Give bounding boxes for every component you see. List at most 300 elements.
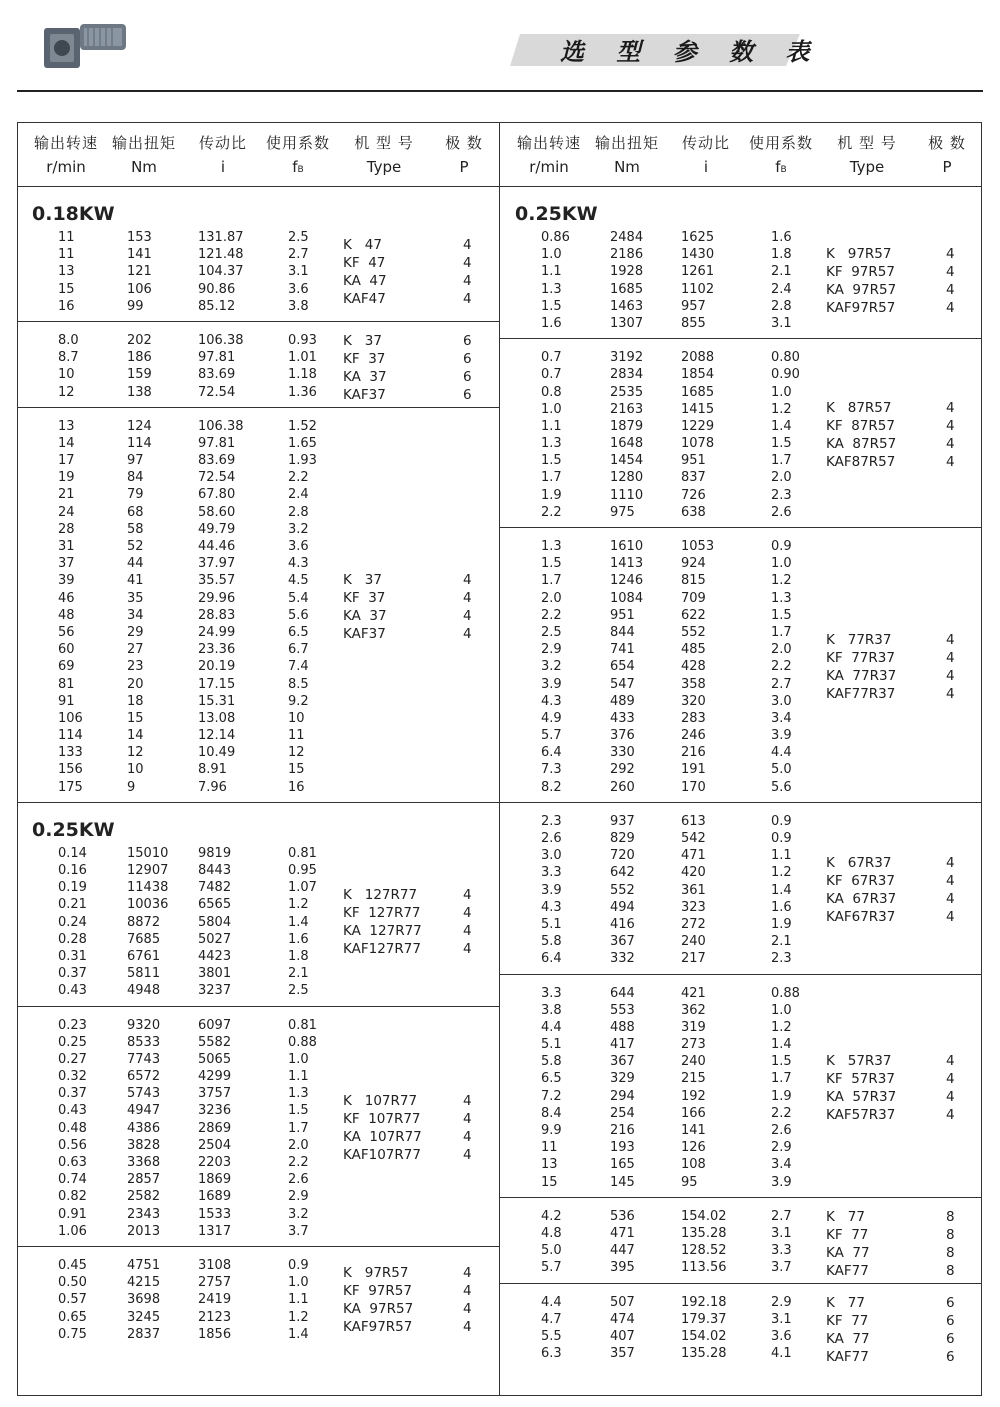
ratio-cell: 2757 [198,1275,232,1291]
torque-cell: 741 [610,642,635,658]
ratio-cell: 1625 [681,230,715,245]
ratio-cell: 5582 [198,1034,232,1050]
table-row [500,985,982,1002]
factor-cell: 1.4 [771,418,792,434]
ratio-cell: 44.46 [198,539,236,554]
ratio-cell: 726 [681,487,706,503]
ratio-cell: 37.97 [198,556,236,572]
speed-cell: 4.4 [541,1019,562,1035]
torque-cell: 15010 [127,845,169,861]
model-type: K 57R37 [826,1052,892,1069]
ratio-cell: 855 [681,315,706,331]
torque-cell: 11438 [127,880,169,896]
torque-cell: 654 [610,659,635,675]
torque-cell: 153 [127,230,152,245]
model-type: K 127R77 [343,887,418,904]
ratio-cell: 90.86 [198,281,236,297]
torque-cell: 9 [127,779,136,795]
torque-cell: 357 [610,1346,635,1362]
speed-cell: 0.19 [58,880,87,896]
speed-cell: 0.48 [58,1120,87,1136]
speed-cell: 0.63 [58,1155,87,1170]
ratio-cell: 1854 [681,367,715,383]
speed-cell: 2.5 [541,624,562,640]
column-header-unit: Nm [614,158,640,176]
model-type: KAF57R37 [826,1106,896,1123]
pole-count: 4 [463,1282,472,1299]
model-row [17,254,499,272]
factor-cell: 1.6 [771,230,792,245]
data-block [500,1284,982,1369]
ratio-cell: 7482 [198,880,232,896]
model-group [500,1294,982,1366]
speed-cell: 46 [58,590,75,606]
ratio-cell: 3801 [198,966,232,982]
pole-count: 4 [946,263,955,280]
ratio-cell: 542 [681,831,706,846]
data-block [17,408,499,803]
torque-cell: 97 [127,453,144,469]
speed-cell: 1.1 [541,264,562,280]
table-row [500,1019,982,1036]
speed-cell: 0.14 [58,845,87,861]
table-row [17,1223,499,1240]
factor-cell: 0.90 [771,367,800,383]
factor-cell: 0.95 [288,863,317,878]
factor-cell: 1.2 [771,401,792,417]
torque-cell: 8872 [127,914,161,930]
speed-cell: 156 [58,762,83,778]
speed-cell: 7.2 [541,1088,562,1104]
column-header-unit: P [942,158,952,176]
speed-cell: 3.0 [541,848,562,864]
torque-cell: 1307 [610,315,644,331]
table-row [500,710,982,727]
table-row [500,469,982,486]
factor-cell: 0.9 [771,813,792,829]
pole-count: 4 [463,237,472,253]
torque-cell: 216 [610,1123,635,1138]
column-header-cn: 使用系数 [265,134,330,152]
column-header-unit: i [703,158,709,176]
speed-cell: 1.0 [541,247,562,263]
factor-cell: 4.5 [288,573,309,589]
speed-cell: 4.2 [541,1208,562,1224]
factor-cell: 2.1 [771,934,792,950]
ratio-cell: 283 [681,710,706,726]
factor-cell: 0.9 [771,831,792,846]
speed-cell: 13 [58,264,75,280]
model-type: KF 77R37 [826,650,895,666]
factor-cell: 2.3 [771,487,792,503]
speed-cell: 28 [58,521,75,537]
model-group [500,1208,982,1280]
ratio-cell: 709 [681,590,706,606]
factor-cell: 1.0 [771,1002,792,1018]
speed-cell: 6.5 [541,1071,562,1087]
factor-cell: 2.7 [771,1208,792,1224]
torque-cell: 10036 [127,897,169,913]
model-row [17,1282,499,1300]
model-row [17,290,499,308]
factor-cell: 3.7 [288,1223,309,1239]
model-type: KF 67R37 [826,873,895,890]
ratio-cell: 126 [681,1140,706,1156]
table-row [500,555,982,572]
speed-cell: 0.23 [58,1017,87,1033]
pole-count: 6 [463,332,472,349]
torque-cell: 3192 [610,350,644,366]
model-group [500,399,982,471]
torque-cell: 18 [127,693,144,709]
factor-cell: 1.3 [771,590,792,606]
torque-cell: 829 [610,831,635,846]
factor-cell: 2.9 [771,1140,792,1156]
factor-cell: 1.1 [288,1292,309,1308]
model-row [500,667,982,685]
model-type: K 47 [343,237,382,253]
factor-cell: 0.88 [771,985,800,1001]
table-row [500,727,982,744]
factor-cell: 3.2 [288,521,309,537]
torque-cell: 2857 [127,1172,161,1188]
row-group [500,349,982,521]
column-header-unit: i [220,158,226,176]
pole-count: 4 [463,571,472,588]
speed-cell: 0.50 [58,1275,87,1291]
table-row [500,572,982,589]
factor-cell: 1.4 [288,914,309,930]
model-type: KAF77R37 [826,686,896,702]
table-row [17,555,499,572]
ratio-cell: 1856 [198,1326,232,1342]
torque-cell: 417 [610,1037,635,1053]
model-type: KA 77R37 [826,668,897,684]
speed-cell: 3.8 [541,1002,562,1018]
ratio-cell: 2088 [681,350,715,366]
table-row [500,1002,982,1019]
left-table [17,122,499,1349]
factor-cell: 3.7 [771,1260,792,1276]
factor-cell: 3.1 [288,264,309,280]
speed-cell: 1.5 [541,453,562,469]
speed-cell: 1.7 [541,573,562,589]
table-row [500,366,982,383]
torque-cell: 3698 [127,1292,161,1308]
column-header-cn: 输出扭矩 [594,134,659,152]
model-row [17,1092,499,1110]
power-section-title: 0.25KW [32,818,115,841]
model-row [500,1088,982,1106]
ratio-cell: 12.14 [198,728,236,744]
model-type: KAF97R57 [826,299,896,316]
table-row [17,710,499,727]
torque-cell: 642 [610,865,635,881]
ratio-cell: 106.38 [198,418,244,434]
speed-cell: 2.2 [541,504,562,520]
speed-cell: 0.91 [58,1206,87,1222]
torque-cell: 433 [610,710,635,726]
speed-cell: 3.3 [541,985,562,1001]
speed-cell: 11 [58,230,75,245]
speed-cell: 0.24 [58,914,87,930]
torque-cell: 937 [610,813,635,829]
table-row [17,641,499,658]
ratio-cell: 216 [681,745,706,761]
torque-cell: 34 [127,607,144,623]
model-group [500,631,982,703]
torque-cell: 2834 [610,367,644,383]
factor-cell: 3.1 [771,1225,792,1241]
model-row [17,625,499,643]
factor-cell: 2.6 [288,1172,309,1188]
torque-cell: 416 [610,916,635,932]
torque-cell: 332 [610,951,635,967]
ratio-cell: 135.28 [681,1225,727,1241]
ratio-cell: 951 [681,453,706,469]
table-row [500,504,982,521]
column-header [500,122,982,187]
model-type: KA 127R77 [343,923,422,940]
column-header-cn: 极 数 [445,134,483,152]
ratio-cell: 957 [681,298,706,314]
column-header [17,122,499,187]
ratio-cell: 20.19 [198,659,236,675]
table-row [17,486,499,503]
speed-cell: 21 [58,487,75,503]
factor-cell: 1.9 [771,916,792,932]
model-type: KF 77 [826,1312,869,1329]
table-row [500,538,982,555]
ratio-cell: 1533 [198,1206,232,1222]
factor-cell: 10 [288,710,305,726]
model-row [500,1070,982,1088]
torque-cell: 254 [610,1105,635,1121]
ratio-cell: 217 [681,951,706,967]
speed-cell: 15 [541,1174,558,1190]
table-row [17,744,499,761]
ratio-cell: 95 [681,1174,698,1190]
torque-cell: 471 [610,1225,635,1241]
speed-cell: 4.3 [541,693,562,709]
pole-count: 4 [463,1129,472,1146]
factor-cell: 1.2 [288,1309,309,1325]
speed-cell: 0.74 [58,1172,87,1188]
data-block [500,975,982,1198]
torque-cell: 260 [610,779,635,795]
pole-count: 4 [463,905,472,922]
factor-cell: 1.1 [288,1069,309,1085]
ratio-cell: 2869 [198,1120,232,1136]
model-row [500,1312,982,1330]
factor-cell: 2.0 [771,470,792,486]
model-type: KF 37 [343,589,386,606]
pole-count: 4 [946,632,955,648]
ratio-cell: 10.49 [198,745,236,761]
torque-cell: 1413 [610,556,644,572]
ratio-cell: 320 [681,693,706,709]
torque-cell: 106 [127,281,152,297]
model-type: KF 77 [826,1226,869,1243]
model-type: KAF37 [343,386,386,403]
table-row [17,1034,499,1051]
model-type: KAF97R57 [343,1318,413,1335]
model-type: KF 47 [343,255,386,271]
factor-cell: 6.5 [288,624,309,640]
pole-count: 8 [946,1262,955,1279]
torque-cell: 367 [610,934,635,950]
model-type: K 67R37 [826,855,892,872]
model-row [17,332,499,350]
ratio-cell: 421 [681,985,706,1001]
model-type: KA 77 [826,1244,870,1261]
table-row [17,469,499,486]
data-block [500,339,982,528]
ratio-cell: 1102 [681,281,715,297]
model-row [17,350,499,368]
factor-cell: 7.4 [288,659,309,675]
torque-cell: 507 [610,1294,635,1310]
pole-count: 8 [946,1244,955,1261]
torque-cell: 2013 [127,1223,161,1239]
model-group [17,236,499,308]
speed-cell: 6.4 [541,745,562,761]
model-type: KA 57R37 [826,1088,897,1105]
torque-cell: 23 [127,659,144,675]
torque-cell: 3368 [127,1155,161,1170]
torque-cell: 10 [127,762,144,778]
torque-cell: 1648 [610,436,644,452]
ratio-cell: 362 [681,1002,706,1018]
torque-cell: 2535 [610,384,644,400]
torque-cell: 1454 [610,453,644,469]
factor-cell: 2.9 [771,1294,792,1310]
speed-cell: 0.25 [58,1034,87,1050]
column-header-cn: 输出转速 [516,134,581,152]
factor-cell: 2.9 [288,1189,309,1205]
column-header-cn: 输出转速 [33,134,98,152]
factor-cell: 1.1 [771,848,792,864]
ratio-cell: 240 [681,934,706,950]
column-header-cn: 机 型 号 [837,134,897,152]
factor-cell: 1.5 [771,1054,792,1070]
table-row [500,1156,982,1173]
torque-cell: 1610 [610,539,644,554]
torque-cell: 1463 [610,298,644,314]
model-type: KF 37 [343,350,386,367]
column-header-unit: r/min [529,158,569,176]
torque-cell: 8533 [127,1034,161,1050]
model-row [500,908,982,926]
ratio-cell: 613 [681,813,706,829]
factor-cell: 3.9 [771,728,792,744]
pole-count: 4 [946,909,955,926]
pole-count: 4 [946,686,955,702]
ratio-cell: 83.69 [198,367,236,383]
table-row [500,933,982,950]
torque-cell: 114 [127,435,152,451]
model-row [17,1146,499,1164]
speed-cell: 5.7 [541,1260,562,1276]
model-row [17,571,499,589]
factor-cell: 1.3 [288,1086,309,1102]
speed-cell: 4.4 [541,1294,562,1310]
pole-count: 4 [946,299,955,316]
model-type: KF 107R77 [343,1111,421,1128]
speed-cell: 1.3 [541,539,562,554]
factor-cell: 1.2 [288,897,309,913]
torque-cell: 844 [610,624,635,640]
ratio-cell: 113.56 [681,1260,727,1276]
factor-cell: 3.6 [288,281,309,297]
ratio-cell: 7.96 [198,779,227,795]
ratio-cell: 1685 [681,384,715,400]
factor-cell: 1.0 [288,1051,309,1067]
factor-cell: 1.9 [771,1088,792,1104]
model-row [500,1262,982,1280]
speed-cell: 16 [58,298,75,314]
model-row [500,685,982,703]
speed-cell: 2.0 [541,590,562,606]
model-type: KA 77 [826,1330,870,1347]
speed-cell: 0.7 [541,350,562,366]
speed-cell: 0.32 [58,1069,87,1085]
speed-cell: 5.8 [541,1054,562,1070]
ratio-cell: 837 [681,470,706,486]
pole-count: 4 [946,1088,955,1105]
speed-cell: 0.21 [58,897,87,913]
torque-cell: 294 [610,1088,635,1104]
model-type: K 77 [826,1294,865,1311]
model-type: K 37 [343,571,382,588]
torque-cell: 553 [610,1002,635,1018]
factor-cell: 2.5 [288,983,309,999]
speed-cell: 17 [58,453,75,469]
factor-cell: 1.0 [771,384,792,400]
factor-cell: 5.6 [771,779,792,795]
torque-cell: 20 [127,676,144,692]
model-type: KAF77 [826,1262,869,1279]
model-type: K 77 [826,1208,865,1225]
column-header-unit: r/min [46,158,86,176]
factor-cell: 1.4 [771,1037,792,1053]
table-row [17,1188,499,1205]
row-group [500,813,982,968]
pole-count: 4 [946,873,955,890]
factor-cell: 2.4 [288,487,309,503]
model-row [17,922,499,940]
torque-cell: 138 [127,384,152,400]
factor-cell: 3.6 [288,539,309,554]
ratio-cell: 166 [681,1105,706,1121]
speed-cell: 6.3 [541,1346,562,1362]
model-row [500,1226,982,1244]
factor-cell: 2.7 [288,247,309,263]
model-type: KAF37 [343,625,386,642]
model-row [500,263,982,281]
factor-cell: 3.1 [771,1311,792,1327]
speed-cell: 0.28 [58,931,87,947]
ratio-cell: 358 [681,676,706,692]
speed-cell: 1.6 [541,315,562,331]
speed-cell: 0.82 [58,1189,87,1205]
pole-count: 6 [946,1294,955,1311]
pole-count: 4 [946,1052,955,1069]
factor-cell: 1.2 [771,1019,792,1035]
speed-cell: 0.86 [541,230,570,245]
ratio-cell: 128.52 [681,1243,727,1259]
factor-cell: 2.4 [771,281,792,297]
